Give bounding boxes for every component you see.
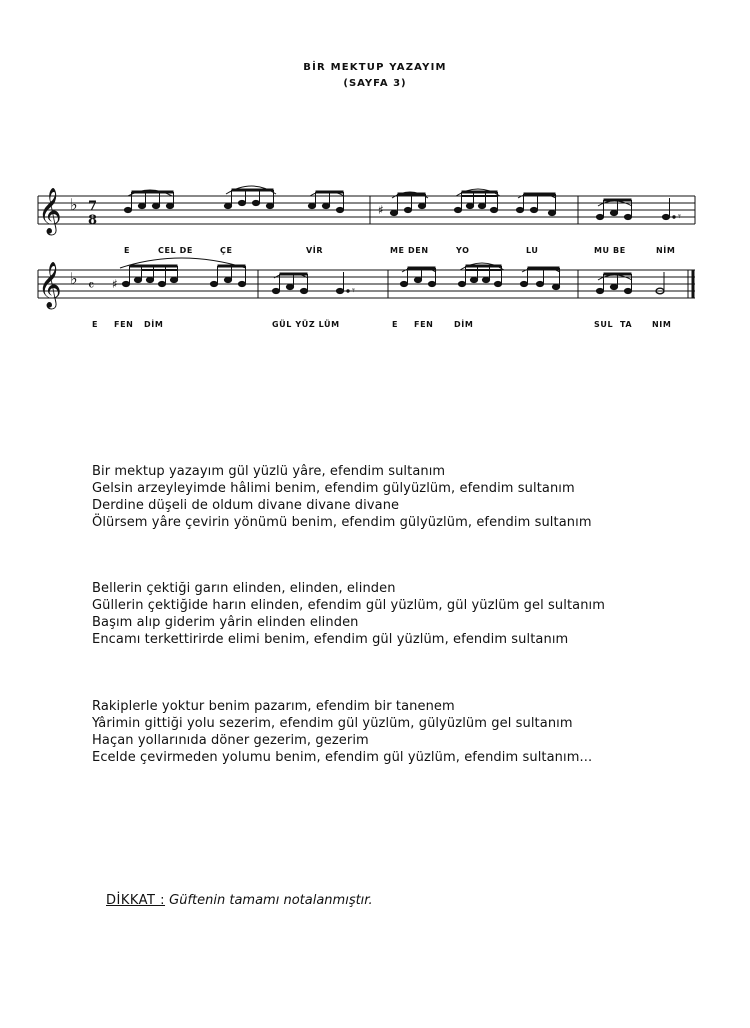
syllable: GÜL YÜZ LÜM xyxy=(272,320,340,329)
svg-text:♯: ♯ xyxy=(112,277,118,291)
syllable: DİM xyxy=(454,320,474,329)
lyric-line: Haçan yollarınıda döner gezerim, gezerim xyxy=(92,733,369,748)
lyric-line: Ölürsem yâre çevirin yönümü benim, efendim gülyüzlüm, efendim sultanım xyxy=(92,515,592,530)
lyric-line: Rakiplerle yoktur benim pazarım, efendim bir tanenem xyxy=(92,699,455,714)
syllable: ÇE xyxy=(220,246,233,255)
stanza-3 xyxy=(92,698,592,766)
treble-clef-icon: 𝄞 xyxy=(38,262,62,308)
syllable: SUL xyxy=(594,320,614,329)
syllable: NIM xyxy=(652,320,672,329)
page-subtitle: (SAYFA 3) xyxy=(343,78,407,89)
syllable: YO xyxy=(456,246,470,255)
svg-text:𝄾: 𝄾 xyxy=(352,284,355,297)
footer-note-label: DİKKAT : xyxy=(106,893,166,908)
lyric-line: Derdine düşeli de oldum divane divane divane xyxy=(92,498,400,513)
syllable: FEN xyxy=(114,320,134,329)
syllable: LU xyxy=(526,246,539,255)
syllable: CEL DE xyxy=(158,246,193,255)
staff-row-2 xyxy=(38,270,695,298)
staff-row-1 xyxy=(38,196,695,224)
lyric-line: Bir mektup yazayım gül yüzlü yâre, efendim sultanım xyxy=(92,464,446,479)
footer-note-text: Güftenin tamamı notalanmıştır. xyxy=(169,893,373,908)
syllable: FEN xyxy=(414,320,434,329)
syllable: VİR xyxy=(306,246,324,255)
treble-clef-icon: 𝄞 xyxy=(38,188,62,234)
footer-note xyxy=(106,893,373,908)
svg-text:♯: ♯ xyxy=(378,203,384,217)
sheet-music xyxy=(0,0,750,340)
lyric-line: Yârimin gittiği yolu sezerim, efendim gül yüzlüm, gülyüzlüm gel sultanım xyxy=(92,716,573,731)
lyric-line: Ecelde çevirmeden yolumu benim, efendim gül yüzlüm, efendim sultanım... xyxy=(92,750,593,765)
lyric-line: Gelsin arzeyleyimde hâlimi benim, efendim gülyüzlüm, efendim sultanım xyxy=(92,481,575,496)
page-title: BİR MEKTUP YAZAYIM xyxy=(303,62,447,73)
syllable: DİM xyxy=(144,320,164,329)
svg-text:𝄾: 𝄾 xyxy=(678,210,681,223)
syllable: E xyxy=(124,246,131,255)
stanza-2 xyxy=(92,580,605,648)
lyric-line: Başım alıp giderim yârin elinden elinden xyxy=(92,615,359,630)
lyric-line: Encamı terkettirirde elimi benim, efendim gül yüzlüm, efendim sultanım xyxy=(92,632,569,647)
syllable: E xyxy=(392,320,399,329)
syllable: NİM xyxy=(656,246,676,255)
syllable: TA xyxy=(620,320,633,329)
stanza-1 xyxy=(92,463,592,531)
syllable: ME DEN xyxy=(390,246,429,255)
syllable: E xyxy=(92,320,99,329)
time-signature-upper: 7 xyxy=(88,199,98,214)
syllable: MU BE xyxy=(594,246,626,255)
flat-icon: ♭ xyxy=(70,269,78,288)
time-signature-lower: 8 xyxy=(88,213,98,228)
time-signature-icon: 𝄴 xyxy=(88,278,95,294)
lyric-line: Güllerin çektiğide harın elinden, efendim gül yüzlüm, gül yüzlüm gel sultanım xyxy=(92,598,606,613)
lyric-line: Bellerin çektiği garın elinden, elinden, elinden xyxy=(92,581,396,596)
flat-icon: ♭ xyxy=(70,195,78,214)
